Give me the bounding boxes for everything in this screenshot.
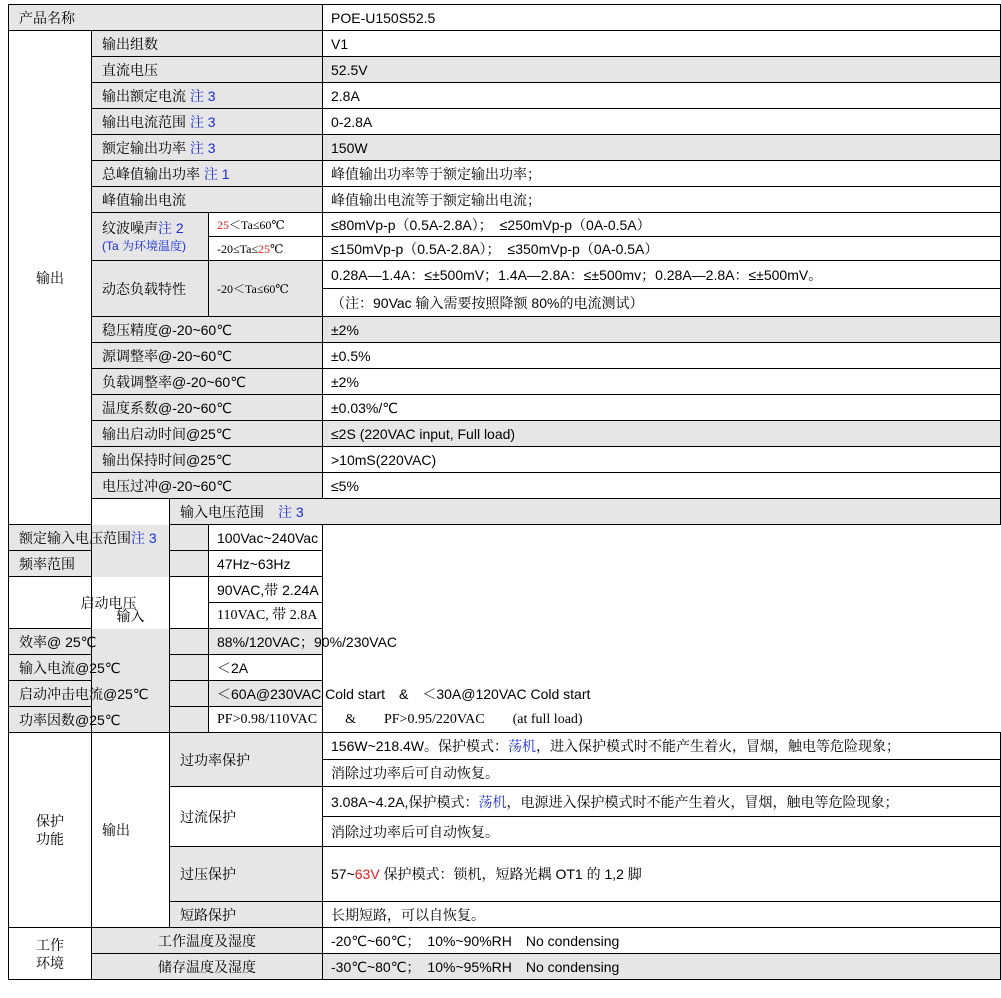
- row-overshoot: [9, 473, 1001, 499]
- row-efficiency: [9, 629, 1001, 655]
- note-link: 注 3: [189, 87, 216, 104]
- product-value: POE-U150S52.5: [323, 5, 1001, 31]
- row-output-count: [9, 31, 1001, 57]
- label-rated-input: [9, 525, 209, 551]
- value-efficiency: 88%/120VAC；90%/230VAC: [209, 629, 323, 655]
- label-line-regulation: 源调整率@-20~60℃: [92, 343, 323, 369]
- label-input-range: [170, 499, 1001, 525]
- ripple-sublabel: (Ta 为环境温度): [102, 238, 187, 253]
- row-temp-coef: [9, 395, 1001, 421]
- value-operating-env: -20℃~60℃； 10%~90%RH No condensing: [323, 928, 1001, 954]
- value-peak-power: 峰值输出功率等于额定输出功率；: [323, 161, 1001, 187]
- value-storage-env: -30℃~80℃； 10%~95%RH No condensing: [323, 954, 1001, 980]
- row-ripple-1: [9, 213, 1001, 237]
- ovp-text: 保护模式：锁机，短路光耦 OT1 的 1,2 脚: [379, 866, 642, 882]
- label-dc-voltage: 直流电压: [92, 57, 323, 83]
- product-label: 产品名称: [9, 5, 323, 31]
- group-environment-line2: 环境: [36, 954, 64, 971]
- ripple-cond-2: [209, 237, 323, 261]
- group-protection-sub: 输出: [92, 733, 170, 928]
- group-output: 输出: [9, 31, 92, 525]
- note-link: 注 3: [189, 139, 216, 156]
- label-text: 输出电流范围: [102, 113, 186, 130]
- row-regulation: [9, 317, 1001, 343]
- row-opp-1: [9, 733, 1001, 760]
- temp-highlight: 25: [258, 241, 270, 256]
- group-environment-line1: 工作: [36, 936, 64, 953]
- row-rated-input: [9, 525, 1001, 551]
- note-link: 注 3: [189, 113, 216, 130]
- row-peak-current: [9, 187, 1001, 213]
- group-protection: [9, 733, 92, 928]
- temp-highlight: 25: [217, 217, 229, 232]
- row-dc-voltage: [9, 57, 1001, 83]
- ocp-text: ，电源进入保护模式时不能产生着火，冒烟，触电等危险现象；: [506, 793, 899, 810]
- row-load-regulation: [9, 369, 1001, 395]
- dynamic-value-1: 0.28A—1.4A：≤±500mV；1.4A—2.8A：≤±500mv；0.28A—2.8A：≤±500mV。: [323, 261, 1001, 289]
- label-operating-env: 工作温度及湿度: [92, 928, 323, 954]
- temp-text: ＜Ta≤60℃: [229, 217, 285, 232]
- value-ovp: [323, 847, 1001, 902]
- value-inrush: ＜60A@230VAC Cold start & ＜30A@120VAC Cold start: [209, 681, 323, 707]
- label-inrush: 启动冲击电流@25℃: [9, 681, 209, 707]
- label-frequency: 频率范围: [9, 551, 209, 577]
- label-rated-power: [92, 135, 323, 161]
- label-opp: 过功率保护: [170, 733, 323, 787]
- ripple-value-1: ≤80mVp-p（0.5A-2.8A）； ≤250mVp-p（0A-0.5A）: [323, 213, 1001, 237]
- label-startup-time: 输出启动时间@25℃: [92, 421, 323, 447]
- row-input-current: [9, 655, 1001, 681]
- group-protection-line1: 保护: [36, 813, 64, 829]
- value-overshoot: ≤5%: [323, 473, 1001, 499]
- label-storage-env: 储存温度及湿度: [92, 954, 323, 980]
- value-rated-current: 2.8A: [323, 83, 1001, 109]
- ovp-text: 57~: [331, 866, 355, 882]
- value-line-regulation: ±0.5%: [323, 343, 1001, 369]
- row-frequency: [9, 551, 1001, 577]
- label-load-regulation: 负载调整率@-20~60℃: [92, 369, 323, 395]
- note-link: 注 3: [278, 503, 304, 520]
- value-opp-1: [323, 733, 1001, 760]
- ocp-mode: 荡机: [478, 793, 507, 810]
- label-overshoot: 电压过冲@-20~60℃: [92, 473, 323, 499]
- label-scp: 短路保护: [170, 902, 323, 928]
- label-ocp: 过流保护: [170, 787, 323, 847]
- group-protection-line2: 功能: [36, 831, 64, 847]
- label-text: 纹波噪声: [102, 219, 158, 236]
- label-efficiency: 效率@ 25℃: [9, 629, 209, 655]
- note-link: 注 2: [158, 219, 184, 236]
- value-hold-time: >10mS(220VAC): [323, 447, 1001, 473]
- value-current-range: 0-2.8A: [323, 109, 1001, 135]
- row-startup-time: [9, 421, 1001, 447]
- label-regulation: 稳压精度@-20~60℃: [92, 317, 323, 343]
- value-scp: 长期短路，可以自恢复。: [323, 902, 1001, 928]
- spec-table: [8, 4, 1001, 980]
- value-rated-input: 100Vac~240Vac: [209, 525, 323, 551]
- value-rated-power: 150W: [323, 135, 1001, 161]
- label-text: 额定输入电压范围: [19, 529, 131, 546]
- opp-text: 156W~218.4W。保护模式：: [331, 738, 508, 754]
- value-ocp-1: [323, 787, 1001, 817]
- group-environment: [9, 928, 92, 980]
- label-hold-time: 输出保持时间@25℃: [92, 447, 323, 473]
- label-rated-current: [92, 83, 323, 109]
- temp-text: ℃: [270, 241, 284, 256]
- row-dynamic-1: [9, 261, 1001, 289]
- value-dc-voltage: 52.5V: [323, 57, 1001, 83]
- value-peak-current: 峰值输出电流等于额定输出电流；: [323, 187, 1001, 213]
- row-hold-time: [9, 447, 1001, 473]
- row-peak-power: [9, 161, 1001, 187]
- label-input-current: 输入电流@25℃: [9, 655, 209, 681]
- row-rated-power: [9, 135, 1001, 161]
- ocp-text: 3.08A~4.2A,保护模式：: [331, 793, 479, 810]
- label-current-range: [92, 109, 323, 135]
- value-load-regulation: ±2%: [323, 369, 1001, 395]
- note-link: 注 3: [131, 529, 157, 546]
- row-storage-env: [9, 954, 1001, 980]
- opp-mode: 荡机: [508, 738, 536, 754]
- row-inrush: [9, 681, 1001, 707]
- dynamic-value-2: （注：90Vac 输入需要按照降额 80%的电流测试）: [323, 289, 1001, 317]
- row-product: [9, 5, 1001, 31]
- value-output-count: V1: [323, 31, 1001, 57]
- value-startup-voltage-2: 110VAC, 带 2.8A: [209, 603, 323, 629]
- temp-text: -20≤Ta≤: [217, 241, 258, 256]
- label-ripple: [92, 213, 209, 261]
- label-text: 输出额定电流: [102, 87, 186, 104]
- label-power-factor: 功率因数@25℃: [9, 707, 209, 733]
- group-input: 输入: [92, 499, 170, 733]
- value-opp-2: 消除过功率后可自动恢复。: [323, 760, 1001, 787]
- row-startup-voltage-1: [9, 577, 1001, 603]
- ripple-value-2: ≤150mVp-p（0.5A-2.8A）； ≤350mVp-p（0A-0.5A）: [323, 237, 1001, 261]
- ripple-cond-1: [209, 213, 323, 237]
- row-rated-current: [9, 83, 1001, 109]
- label-text: 输入电压范围: [180, 503, 278, 520]
- value-frequency: 47Hz~63Hz: [209, 551, 323, 577]
- value-input-current: ＜2A: [209, 655, 323, 681]
- label-startup-voltage: 启动电压: [9, 577, 209, 629]
- label-temp-coef: 温度系数@-20~60℃: [92, 395, 323, 421]
- value-startup-voltage-1: 90VAC,带 2.24A: [209, 577, 323, 603]
- value-ocp-2: 消除过功率后可自动恢复。: [323, 817, 1001, 847]
- row-line-regulation: [9, 343, 1001, 369]
- note-link: 注 1: [203, 165, 230, 182]
- value-startup-time: ≤2S (220VAC input, Full load): [323, 421, 1001, 447]
- row-power-factor: [9, 707, 1001, 733]
- opp-text: ，进入保护模式时不能产生着火，冒烟，触电等危险现象；: [536, 738, 900, 754]
- value-power-factor: PF>0.98/110VAC & PF>0.95/220VAC (at full load): [209, 707, 323, 733]
- label-ovp: 过压保护: [170, 847, 323, 902]
- row-current-range: [9, 109, 1001, 135]
- label-peak-power: [92, 161, 323, 187]
- ovp-highlight: 63V: [354, 866, 380, 882]
- value-regulation: ±2%: [323, 317, 1001, 343]
- label-text: 额定输出功率: [102, 139, 186, 156]
- dynamic-cond: -20＜Ta≤60℃: [209, 261, 323, 317]
- value-temp-coef: ±0.03%/℃: [323, 395, 1001, 421]
- label-dynamic: 动态负载特性: [92, 261, 209, 317]
- label-output-count: 输出组数: [92, 31, 323, 57]
- row-input-range: [9, 499, 1001, 525]
- label-peak-current: 峰值输出电流: [92, 187, 323, 213]
- ripple-title: [102, 219, 200, 237]
- label-text: 总峰值输出功率: [102, 165, 200, 182]
- row-operating-env: [9, 928, 1001, 954]
